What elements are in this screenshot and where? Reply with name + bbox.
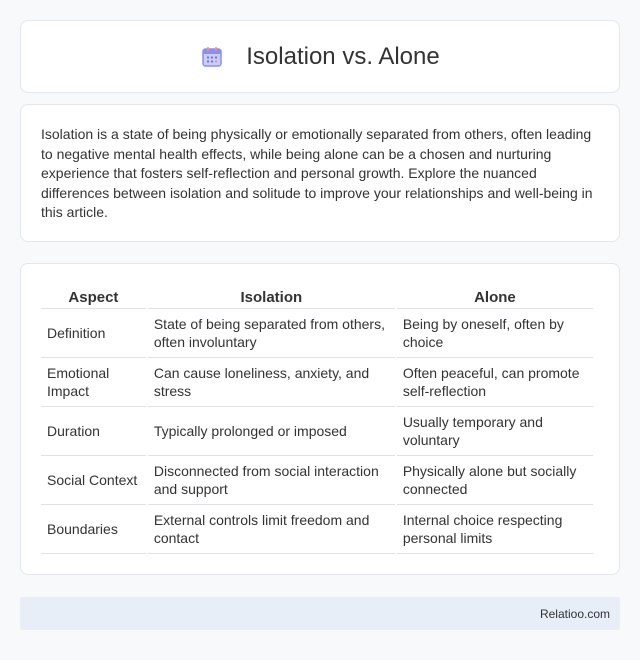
row-alone: Often peaceful, can promote self-reflection bbox=[397, 358, 593, 407]
row-isolation: Can cause loneliness, anxiety, and stress bbox=[148, 358, 395, 407]
footer-site-link[interactable]: Relatioo.com bbox=[539, 606, 610, 621]
row-aspect: Emotional Impact bbox=[41, 358, 146, 407]
table-row bbox=[41, 456, 593, 505]
row-alone: Being by oneself, often by choice bbox=[397, 309, 593, 358]
header-aspect: Aspect bbox=[41, 282, 146, 309]
table-header-row bbox=[41, 282, 593, 309]
row-isolation: State of being separated from others, often involuntary bbox=[148, 309, 395, 358]
header-alone: Alone bbox=[397, 282, 593, 309]
row-aspect: Duration bbox=[41, 407, 146, 456]
row-isolation: External controls limit freedom and contact bbox=[148, 505, 395, 554]
calendar-icon bbox=[200, 45, 224, 69]
row-isolation: Typically prolonged or imposed bbox=[148, 407, 395, 456]
row-isolation: Disconnected from social interaction and support bbox=[148, 456, 395, 505]
title-wrap bbox=[200, 43, 439, 71]
title-card bbox=[20, 20, 620, 93]
row-aspect: Definition bbox=[41, 309, 146, 358]
page-title: Isolation vs. Alone bbox=[246, 42, 440, 70]
intro-paragraph: Isolation is a state of being physically or emotionally separated from others, often leading to negative mental health effects, while being alone can be a chosen and nurturing experience that fosters self-reflection and personal growth. Explore the nuanced differences between isolation and solitude to improve your relationships and well-being in this article. bbox=[41, 126, 593, 220]
footer bbox=[20, 597, 620, 630]
table-row bbox=[41, 358, 593, 407]
comparison-table bbox=[39, 282, 595, 554]
table-row bbox=[41, 407, 593, 456]
intro-card bbox=[20, 104, 620, 242]
row-alone: Internal choice respecting personal limits bbox=[397, 505, 593, 554]
row-alone: Physically alone but socially connected bbox=[397, 456, 593, 505]
table-row bbox=[41, 505, 593, 554]
comparison-card bbox=[20, 263, 620, 575]
row-aspect: Boundaries bbox=[41, 505, 146, 554]
row-aspect: Social Context bbox=[41, 456, 146, 505]
table-row bbox=[41, 309, 593, 358]
header-isolation: Isolation bbox=[148, 282, 395, 309]
row-alone: Usually temporary and voluntary bbox=[397, 407, 593, 456]
